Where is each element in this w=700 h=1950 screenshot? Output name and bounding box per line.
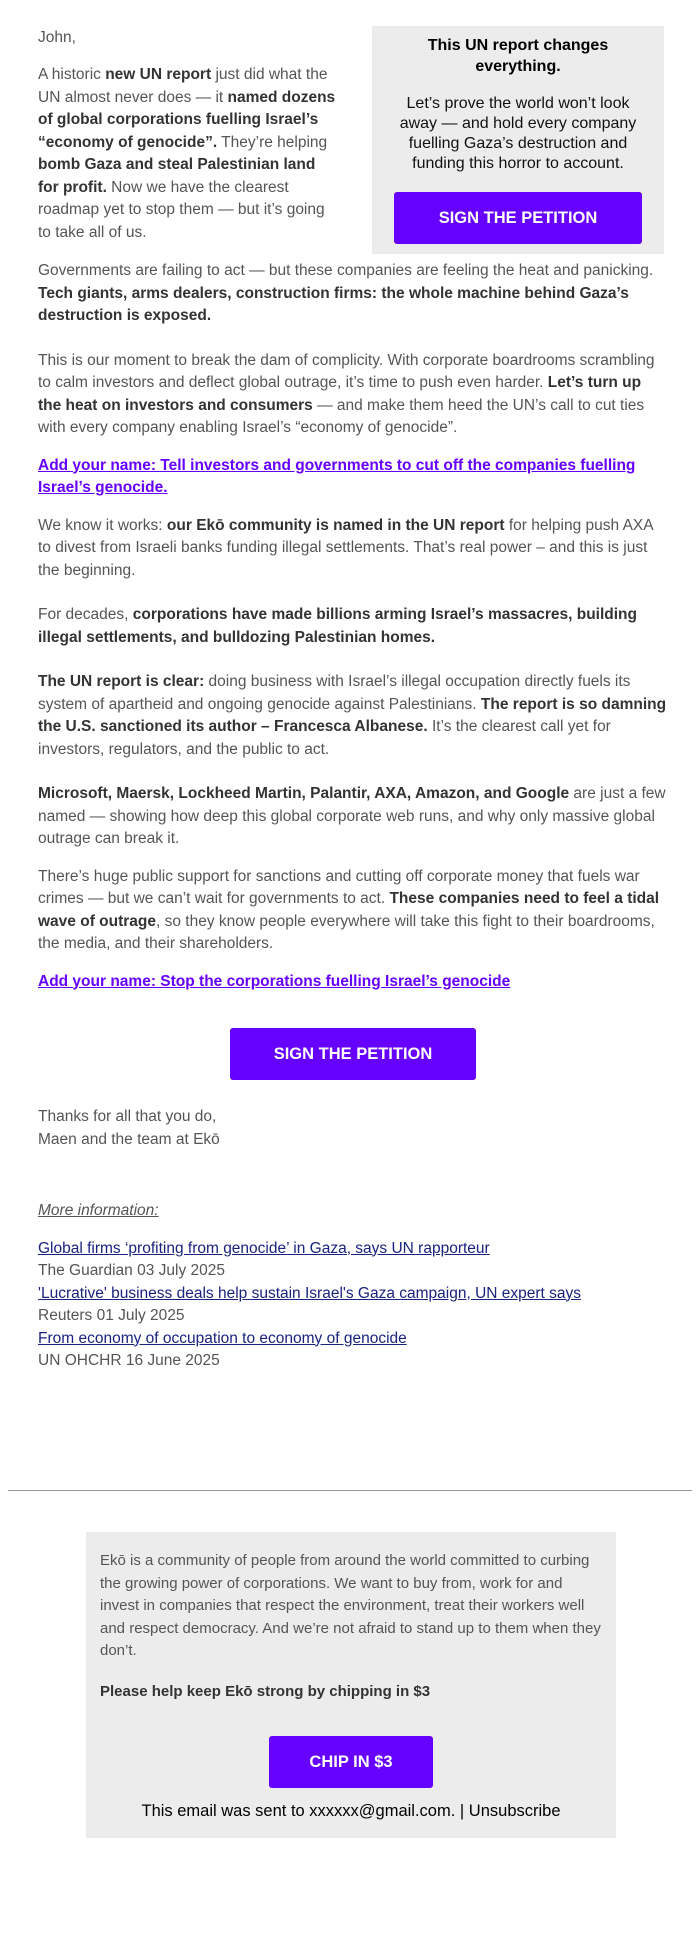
footer-donation-ask: Please help keep Ekō strong by chipping in $3: [100, 1682, 431, 1700]
support-paragraph: There’s huge public support for sanctions and cutting off corporate money that fuels war crimes — but we can’t wait for governments to act. These companies need to feel a tidal wave of outrage, so they know people everywhere will take this fight to their boardrooms, the media, and their shareholders.: [38, 867, 660, 952]
main-button-wrap: [38, 1028, 668, 1080]
governments-paragraph: Governments are failing to act — but these companies are feeling the heat and panicking. Tech giants, arms dealers, construction firms: the whole machine behind Gaza’s destruction is exposed.: [38, 262, 654, 324]
petition-link-paragraph-2: [38, 971, 668, 994]
footer-divider: [8, 1490, 692, 1491]
reference-source-reuters: Reuters 01 July 2025: [38, 1307, 185, 1324]
reference-link-ohchr[interactable]: From economy of occupation to economy of genocide: [38, 1329, 407, 1347]
sent-to-text: This email was sent to xxxxxx@gmail.com.: [141, 1802, 456, 1820]
footer-sent-notice: [86, 1800, 616, 1823]
callout-body: Let’s prove the world won’t look away — and hold every company fuelling Gaza’s destruction and funding this horror to account.: [399, 95, 637, 172]
signoff-line-1: Thanks for all that you do,: [38, 1108, 217, 1125]
reference-link-reuters[interactable]: 'Lucrative' business deals help sustain Israel's Gaza campaign, UN expert says: [38, 1284, 582, 1302]
callout-title: This UN report changes everything.: [427, 37, 609, 75]
petition-callout-box: [372, 26, 664, 254]
companies-paragraph: Microsoft, Maersk, Lockheed Martin, Palantir, AXA, Amazon, and Google are just a few named — showing how deep this global corporate web runs, and why only massive global outrage can break it.: [38, 785, 666, 847]
reference-source-guardian: The Guardian 03 July 2025: [38, 1262, 225, 1279]
decades-paragraph: For decades, corporations have made billions arming Israel’s massacres, building illegal settlements, and bulldozing Palestinian homes.: [38, 606, 637, 646]
footer-separator: |: [455, 1802, 469, 1820]
greeting: John,: [38, 29, 76, 46]
intro-paragraph: A historic new UN report just did what the UN almost never does — it named dozens of global corporations fuelling Israel’s “economy of genocide”. They’re helping bomb Gaza and steal Palestinian land for profit. Now we have the clearest roadmap yet to stop them — but it’s going to take all of us.: [38, 66, 336, 241]
reference-source-ohchr: UN OHCHR 16 June 2025: [38, 1352, 220, 1369]
chip-in-button[interactable]: CHIP IN $3: [269, 1736, 433, 1788]
more-information-label: More information:: [38, 1202, 159, 1219]
reference-list: [38, 1238, 668, 1373]
callout-sign-petition-button[interactable]: SIGN THE PETITION: [394, 192, 642, 244]
sign-petition-button[interactable]: SIGN THE PETITION: [230, 1028, 476, 1080]
reference-link-guardian[interactable]: Global firms ‘profiting from genocide’ in Gaza, says UN rapporteur: [38, 1239, 490, 1257]
signoff-line-2: Maen and the team at Ekō: [38, 1130, 220, 1148]
signoff: [38, 1106, 668, 1151]
unsubscribe-link[interactable]: Unsubscribe: [468, 1802, 561, 1820]
it-works-paragraph: We know it works: our Ekō community is named in the UN report for helping push AXA to divest from Israeli banks funding illegal settlements. That’s real power – and this is just the beginning.: [38, 516, 653, 579]
more-information: [38, 1200, 668, 1373]
footer-box: [86, 1532, 616, 1838]
petition-link-paragraph: [38, 455, 668, 500]
petition-link-corporations[interactable]: Add your name: Stop the corporations fuelling Israel’s genocide: [38, 972, 511, 990]
petition-link-investors[interactable]: Add your name: Tell investors and governments to cut off the companies fuelling Israel’s genocide.: [38, 456, 636, 496]
moment-paragraph: This is our moment to break the dam of complicity. With corporate boardrooms scrambling to calm investors and deflect global outrage, it’s time to push even harder. Let’s turn up the heat on investors and consumers — and make them heed the UN’s call to cut ties with every company enabling Israel’s “economy of genocide”.: [38, 351, 655, 436]
footer-about: Ekō is a community of people from around the world committed to curbing the growing power of corporations. We want to buy from, work for and invest in companies that respect the environment, treat their workers well and respect democracy. And we’re not afraid to stand up to them when they don’t.: [100, 1552, 601, 1659]
email-body: [38, 260, 668, 1173]
report-clear-paragraph: The UN report is clear: doing business with Israel’s illegal occupation directly fuels its system of apartheid and ongoing genocide against Palestinians. The report is so damning the U.S. sanctioned its author – Francesca Albanese. It’s the clearest call yet for investors, regulators, and the public to act.: [38, 673, 667, 758]
